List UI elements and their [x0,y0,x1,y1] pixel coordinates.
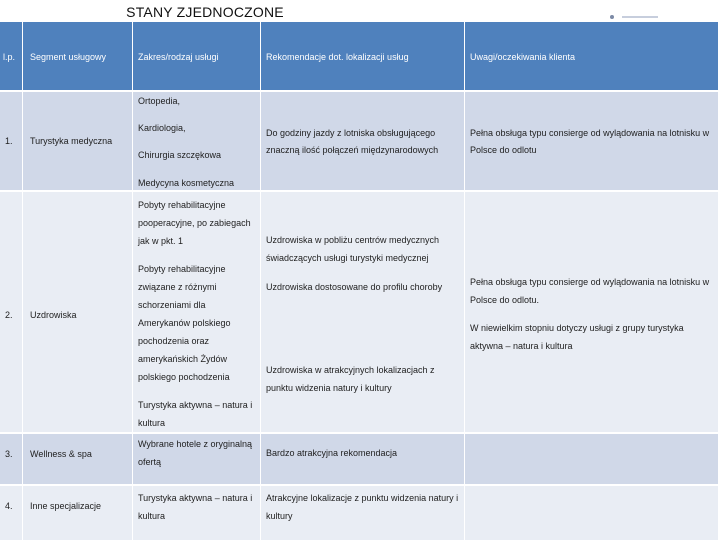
row1-uwagi-2: Polsce do odlotu [470,145,537,155]
row4-zakres-2: kultura [138,511,166,521]
row3-zakres-1: Wybrane hotele z oryginalną [138,439,252,449]
row4-rek-2: kultury [266,511,293,521]
row2-zakres-11: Turystyka aktywna – natura i [138,400,253,410]
header-rekomendacje: Rekomendacje dot. lokalizacji usług [266,52,409,62]
row1-zakres-4: Medycyna kosmetyczna [138,178,235,188]
row4-zakres-1: Turystyka aktywna – natura i [138,493,253,503]
row3-lp: 3. [5,449,13,459]
row1-uwagi-1: Pełna obsługa typu consierge od wylądowania na lotnisku w [470,128,710,138]
row2-zakres-12: kultura [138,418,166,428]
row2-zakres-8: pochodzenia oraz [138,336,210,346]
row3-rek-1: Bardzo atrakcyjna rekomendacja [266,448,398,458]
row2-zakres-2: pooperacyjne, po zabiegach [138,218,251,228]
row4-segment: Inne specjalizacje [30,501,102,511]
row2-segment: Uzdrowiska [30,310,77,320]
row2-zakres-3: jak w pkt. 1 [138,236,184,246]
row2-lp: 2. [5,310,13,320]
row2-zakres-7: Amerykanów polskiego [138,318,231,328]
row2-rek-4: Uzdrowiska w atrakcyjnych lokalizacjach z [266,365,435,375]
row2-rek-5: punktu widzenia natury i kultury [266,383,392,393]
row2-zakres-6: schorzeniami dla [138,300,206,310]
row1-zakres-3: Chirurgia szczękowa [138,150,222,160]
header-zakres: Zakres/rodzaj usługi [138,52,219,62]
row4-rek-1: Atrakcyjne lokalizacje z punktu widzenia natury i [266,493,459,503]
row2-uwagi-1: Pełna obsługa typu consierge od wylądowania na lotnisku w [470,277,710,287]
header-lp: l.p. [3,52,16,62]
row2-rek-2: świadczących usługi turystyki medycznej [266,253,429,263]
row2-zakres-5: związane z różnymi [138,282,217,292]
row2-zakres-4: Pobyty rehabilitacyjne [138,264,226,274]
header-segment: Segment usługowy [30,52,107,62]
row1-segment: Turystyka medyczna [30,136,113,146]
row3-segment: Wellness & spa [30,449,92,459]
row1-rek-1: Do godziny jazdy z lotniska obsługującego [266,128,436,138]
header-decoration [608,14,660,20]
row3-zakres-2: ofertą [138,457,162,467]
header-uwagi: Uwagi/oczekiwania klienta [470,52,576,62]
row1-rek-2: znaczną ilość połączeń międzynarodowych [266,145,439,155]
row2-zakres-10: polskiego pochodzenia [138,372,230,382]
row2-zakres-9: amerykańskich Żydów [138,354,228,364]
row2-uwagi-3: W niewielkim stopniu dotyczy usługi z grupy turystyka [470,323,684,333]
table-row-3 [0,434,718,484]
row2-uwagi-4: aktywna – natura i kultura [470,341,573,351]
page-title: STANY ZJEDNOCZONE [126,4,284,20]
row1-zakres-1: Ortopedia, [138,96,181,106]
row2-rek-1: Uzdrowiska w pobliżu centrów medycznych [266,235,440,245]
table-row-2 [0,192,718,432]
row2-zakres-1: Pobyty rehabilitacyjne [138,200,226,210]
row1-zakres-2: Kardiologia, [138,123,186,133]
row1-lp: 1. [5,136,13,146]
row2-uwagi-2: Polsce do odlotu. [470,295,540,305]
row4-lp: 4. [5,501,13,511]
row2-rek-3: Uzdrowiska dostosowane do profilu choroby [266,282,443,292]
